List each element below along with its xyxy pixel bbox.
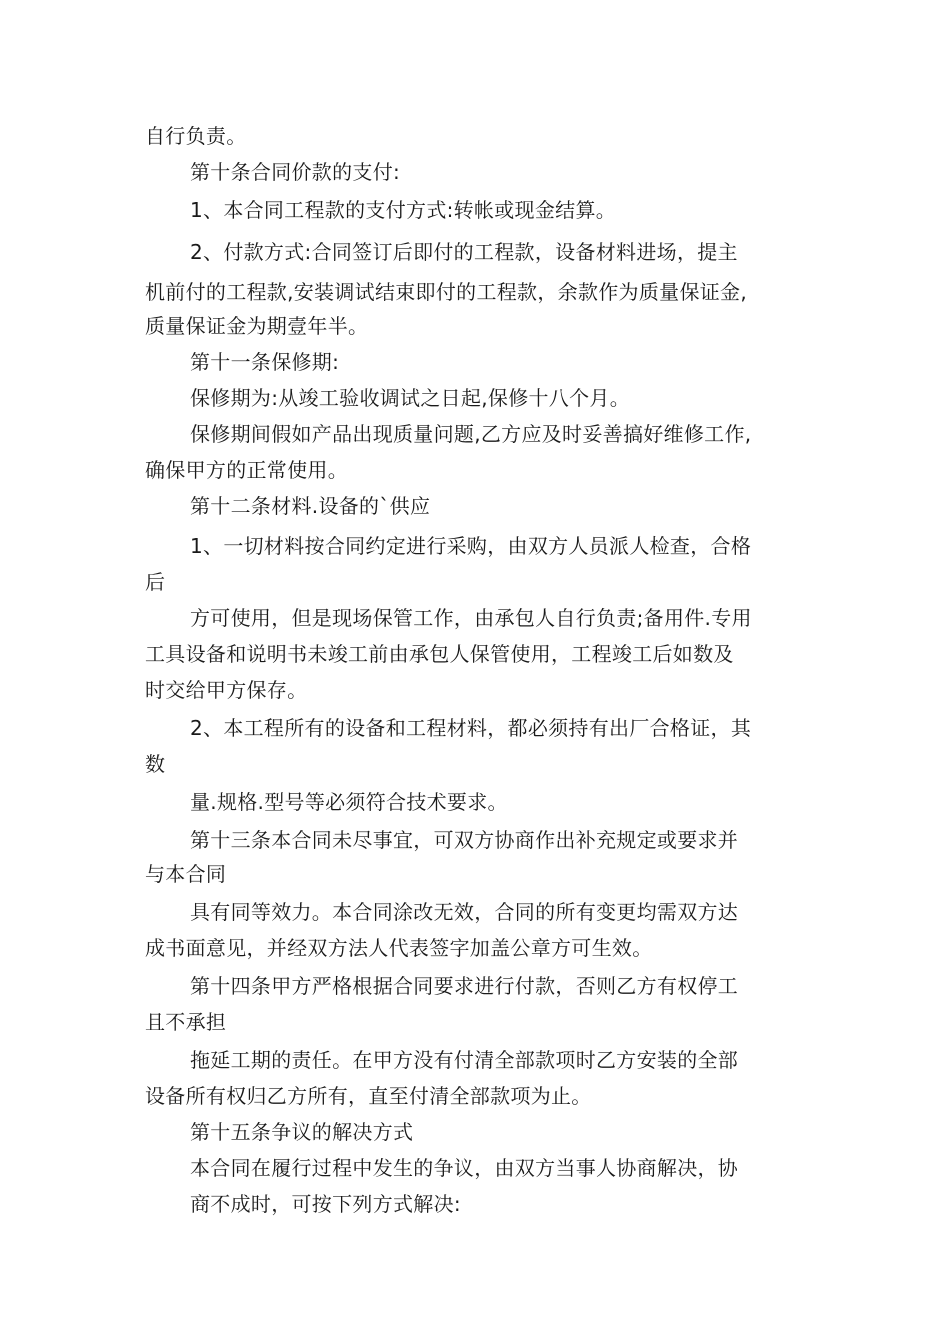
article-13-heading: 第十三条本合同未尽事宜，可双方协商作出补充规定或要求并 <box>190 828 739 852</box>
text-line: 方可使用，但是现场保管工作，由承包人自行负责;备用件.专用 <box>190 606 752 630</box>
text-line: 量.规格.型号等必须符合技术要求。 <box>190 790 508 814</box>
text-line: 设备所有权归乙方所有，直至付清全部款项为止。 <box>145 1084 592 1108</box>
text-line: 且不承担 <box>145 1010 227 1034</box>
article-14-heading: 第十四条甲方严格根据合同要求进行付款，否则乙方有权停工 <box>190 974 739 998</box>
article-15-heading: 第十五条争议的解决方式 <box>190 1120 414 1144</box>
text-line: 时交给甲方保存。 <box>145 678 308 702</box>
text-line: 1、一切材料按合同约定进行采购，由双方人员派人检查，合格 <box>190 534 752 558</box>
text-line: 本合同在履行过程中发生的争议，由双方当事人协商解决，协 <box>190 1156 739 1180</box>
text-line: 后 <box>145 570 166 594</box>
article-11-heading: 第十一条保修期: <box>190 350 340 374</box>
text-line: 保修期间假如产品出现质量问题,乙方应及时妥善搞好维修工作, <box>190 422 752 446</box>
text-line: 保修期为:从竣工验收调试之日起,保修十八个月。 <box>190 386 630 410</box>
text-line: 数 <box>145 752 166 776</box>
text-line: 与本合同 <box>145 862 227 886</box>
article-12-heading: 第十二条材料.设备的`供应 <box>190 494 431 518</box>
text-line: 确保甲方的正常使用。 <box>145 458 348 482</box>
text-line: 成书面意见，并经双方法人代表签字加盖公章方可生效。 <box>145 936 653 960</box>
text-line: 质量保证金为期壹年半。 <box>145 314 369 338</box>
article-10-heading: 第十条合同价款的支付: <box>190 160 401 184</box>
text-line: 工具设备和说明书未竣工前由承包人保管使用，工程竣工后如数及 <box>145 642 734 666</box>
text-line: 自行负责。 <box>145 124 247 148</box>
text-line: 1、本合同工程款的支付方式:转帐或现金结算。 <box>190 198 617 222</box>
text-line: 机前付的工程款,安装调试结束即付的工程款，余款作为质量保证金, <box>145 280 748 304</box>
text-line: 拖延工期的责任。在甲方没有付清全部款项时乙方安装的全部 <box>190 1048 739 1072</box>
text-line: 2、本工程所有的设备和工程材料，都必须持有出厂合格证，其 <box>190 716 752 740</box>
text-line: 商不成时，可按下列方式解决: <box>190 1192 461 1216</box>
text-line: 具有同等效力。本合同涂改无效，合同的所有变更均需双方达 <box>190 900 739 924</box>
text-line: 2、付款方式:合同签订后即付的工程款，设备材料进场，提主 <box>190 240 738 264</box>
